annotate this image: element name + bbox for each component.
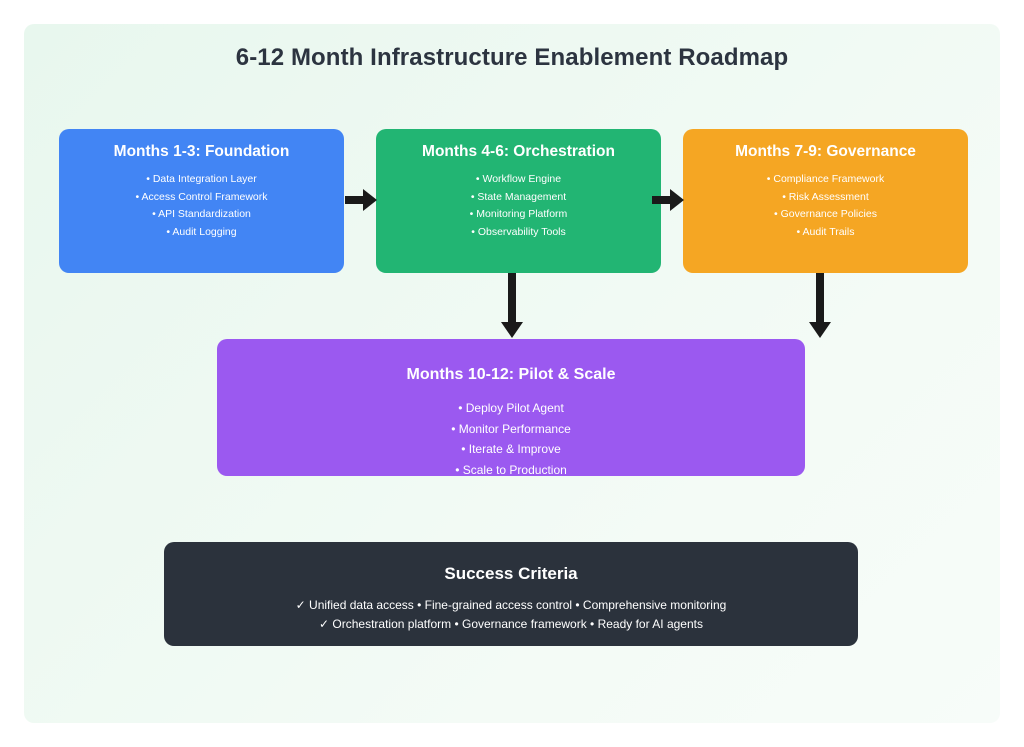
phase-card-foundation[interactable] xyxy=(59,129,344,273)
list-item: • Deploy Pilot Agent xyxy=(458,401,564,415)
arrow-orchestration-to-governance xyxy=(652,187,684,213)
arrow-foundation-to-orchestration xyxy=(345,187,377,213)
phase-title-foundation: Months 1-3: Foundation xyxy=(113,143,290,160)
phase-title-orchestration: Months 4-6: Orchestration xyxy=(422,143,615,160)
phase-items-orchestration xyxy=(376,171,661,241)
list-item: • API Standardization xyxy=(152,208,251,220)
phase-title-governance: Months 7-9: Governance xyxy=(735,143,916,160)
phase-card-governance[interactable] xyxy=(683,129,968,273)
diagram-canvas xyxy=(24,24,1000,723)
arrow-orchestration-to-pilot xyxy=(499,273,525,340)
success-criteria-line: ✓ Unified data access • Fine-grained access control • Comprehensive monitoring xyxy=(295,598,727,612)
success-criteria-title: Success Criteria xyxy=(444,564,578,583)
list-item: • Governance Policies xyxy=(774,208,877,220)
list-item: • Access Control Framework xyxy=(135,190,268,203)
list-item: • State Management xyxy=(470,190,567,203)
list-item: • Audit Trails xyxy=(796,225,855,238)
list-item: • Monitoring Platform xyxy=(469,208,568,220)
phase-title-pilot: Months 10-12: Pilot & Scale xyxy=(406,366,616,383)
phase-items-foundation xyxy=(59,171,344,241)
page-title: 6-12 Month Infrastructure Enablement Roadmap xyxy=(235,44,789,71)
list-item: • Observability Tools xyxy=(471,225,566,238)
phase-card-orchestration[interactable] xyxy=(376,129,661,273)
phase-card-pilot[interactable] xyxy=(217,339,805,476)
list-item: • Audit Logging xyxy=(166,225,237,238)
arrow-governance-to-pilot xyxy=(807,273,833,340)
list-item: • Scale to Production xyxy=(455,462,567,477)
list-item: • Data Integration Layer xyxy=(146,173,257,185)
list-item: • Iterate & Improve xyxy=(461,442,561,456)
phase-items-pilot xyxy=(217,398,805,480)
list-item: • Risk Assessment xyxy=(782,190,869,203)
list-item: • Workflow Engine xyxy=(475,173,562,185)
list-item: • Monitor Performance xyxy=(451,421,571,436)
success-criteria-line: ✓ Orchestration platform • Governance framework • Ready for AI agents xyxy=(319,617,703,631)
list-item: • Compliance Framework xyxy=(766,173,885,185)
success-criteria-panel xyxy=(164,542,858,646)
phase-items-governance xyxy=(683,171,968,241)
